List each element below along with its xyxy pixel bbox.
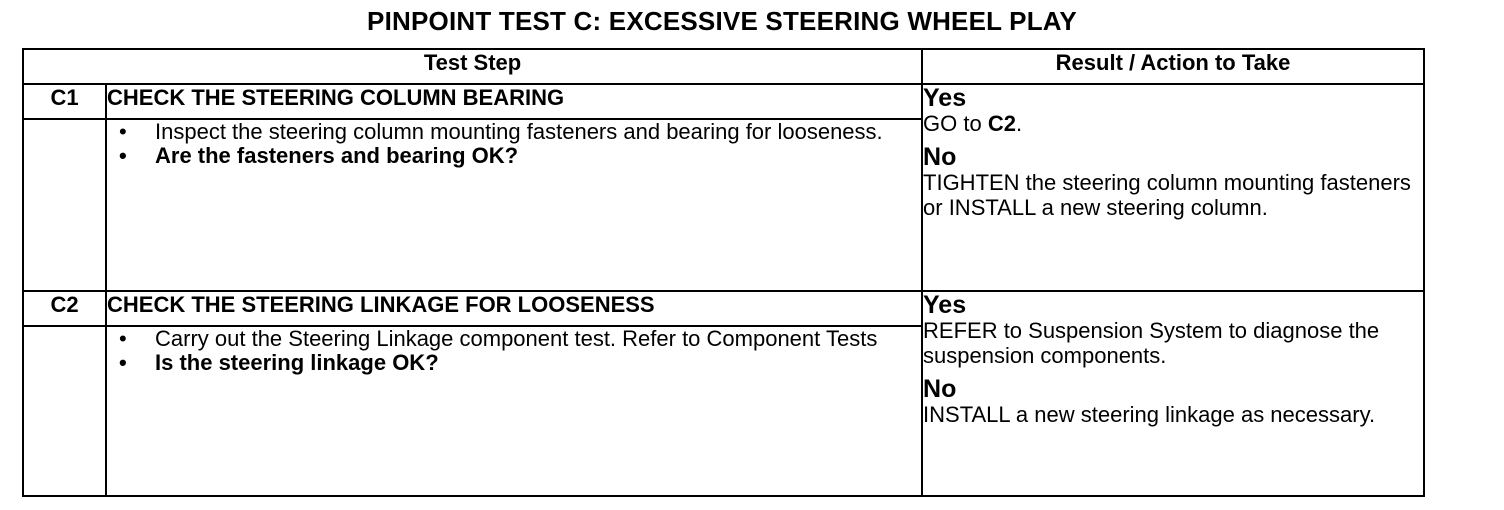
step-c1-title-row xyxy=(23,84,1424,119)
yes-action-c1: GO to C2. xyxy=(923,111,1023,136)
no-label-c2: No xyxy=(923,375,957,403)
bullet-icon: • xyxy=(119,350,127,375)
pinpoint-test-table xyxy=(22,48,1425,497)
bullet-icon: • xyxy=(119,143,127,168)
step-id-c1: C1 xyxy=(23,84,106,119)
header-row xyxy=(23,49,1424,84)
step-id-spacer-c1 xyxy=(23,119,106,291)
bullet-icon: • xyxy=(119,326,127,351)
page-title: PINPOINT TEST C: EXCESSIVE STEERING WHEEL PLAY xyxy=(367,6,1077,36)
question-item: • Is the steering linkage OK? xyxy=(119,350,439,375)
step-id-c2: C2 xyxy=(23,291,106,326)
yes-action-c2: REFER to Suspension System to diagnose the suspension components. xyxy=(923,318,1380,368)
yes-label-c1: Yes xyxy=(923,84,967,112)
bullet-icon: • xyxy=(119,119,127,144)
result-cell-c1 xyxy=(922,84,1424,291)
no-action-c2: INSTALL a new steering linkage as necessary. xyxy=(923,402,1376,427)
instruction-list-c2 xyxy=(107,327,921,375)
yes-label-c2: Yes xyxy=(923,291,967,319)
instruction-item: • Carry out the Steering Linkage component test. Refer to Component Tests xyxy=(119,326,878,351)
result-header: Result / Action to Take xyxy=(922,49,1424,84)
step-c2-title-row xyxy=(23,291,1424,326)
question-item: • Are the fasteners and bearing OK? xyxy=(119,143,519,168)
step-body-c2 xyxy=(106,326,922,496)
step-title-c1: CHECK THE STEERING COLUMN BEARING xyxy=(106,84,922,119)
test-step-header: Test Step xyxy=(23,49,922,84)
step-reference-c2: C2 xyxy=(987,111,1016,136)
no-action-c1: TIGHTEN the steering column mounting fasteners or INSTALL a new steering column. xyxy=(923,170,1411,220)
step-id-spacer-c2 xyxy=(23,326,106,496)
instruction-list-c1 xyxy=(107,120,921,168)
step-title-c2: CHECK THE STEERING LINKAGE FOR LOOSENESS xyxy=(106,291,922,326)
step-body-c1 xyxy=(106,119,922,291)
result-cell-c2 xyxy=(922,291,1424,496)
instruction-item: • Inspect the steering column mounting fasteners and bearing for looseness. xyxy=(119,119,883,144)
no-label-c1: No xyxy=(923,143,957,171)
